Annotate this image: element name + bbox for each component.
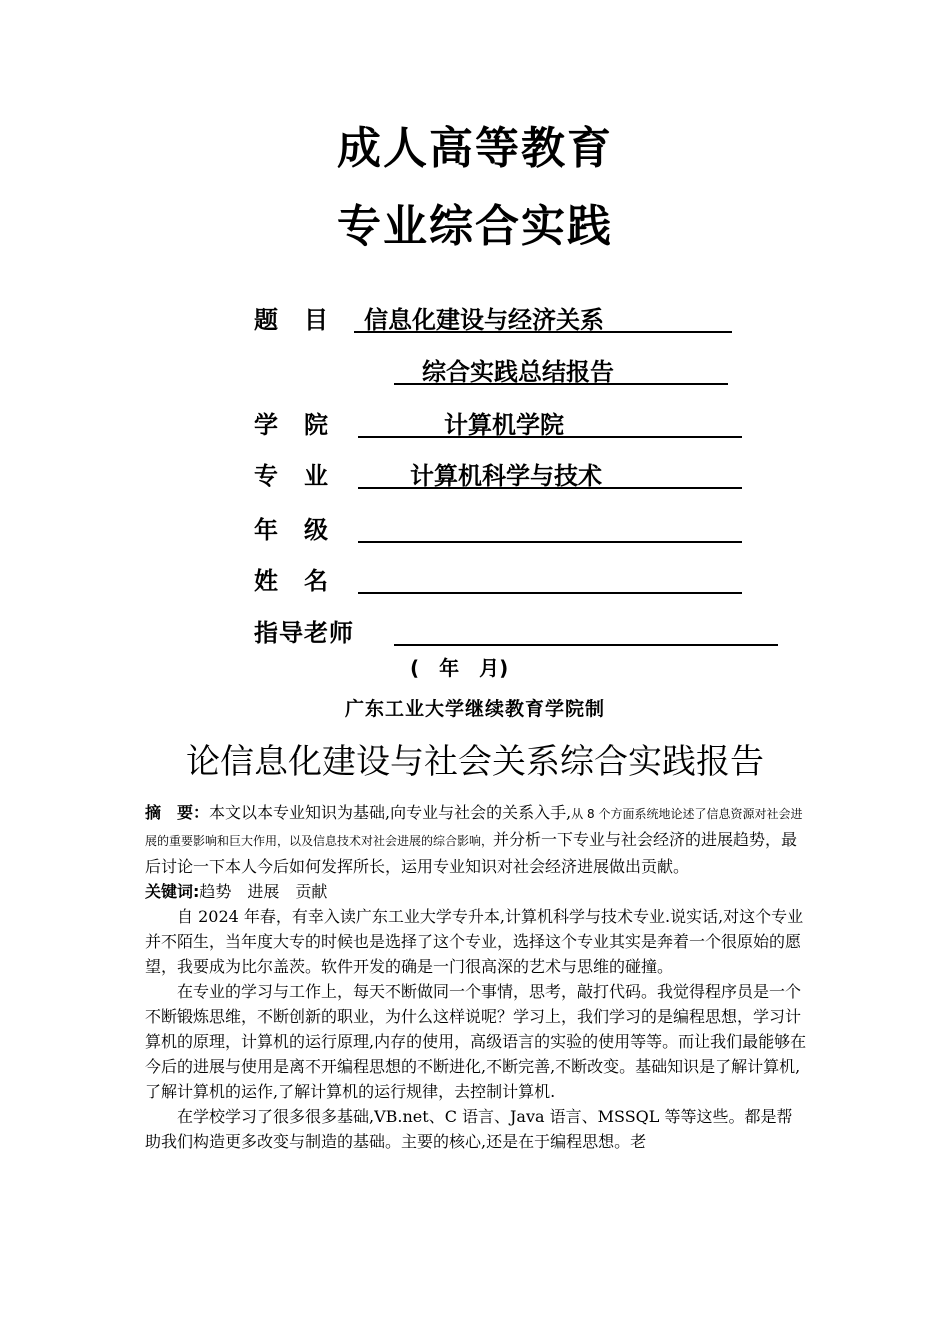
date-line: ( 年 月)	[410, 656, 509, 680]
college-label: 学 院	[254, 411, 329, 439]
grade-underline	[358, 541, 742, 543]
topic-row-2	[254, 352, 734, 392]
major-label: 专 业	[254, 462, 329, 490]
topic-underline-2	[394, 383, 728, 385]
abstract-text-2: 并分析一下专业与社会经济的进展趋势，最后讨论一下本人今后如何发挥所长，运用专业知识对社会经济进展做出贡献。	[145, 830, 798, 876]
college-underline	[358, 436, 742, 438]
major-value: 计算机科学与技术	[410, 462, 602, 490]
cover-title-line1: 成人高等教育	[337, 123, 613, 174]
name-underline	[358, 592, 742, 594]
advisor-row	[254, 613, 784, 653]
name-row	[254, 561, 744, 601]
topic-label: 题 目	[254, 306, 329, 334]
grade-row	[254, 510, 744, 550]
college-row	[254, 405, 744, 445]
issuer: 广东工业大学继续教育学院制	[344, 698, 605, 720]
article-body	[145, 800, 807, 1154]
topic-underline-1	[354, 331, 732, 333]
name-label: 姓 名	[254, 567, 329, 595]
article-heading: 论信息化建设与社会关系综合实践报告	[186, 742, 764, 782]
topic-value-line2: 综合实践总结报告	[422, 358, 614, 386]
advisor-label: 指导老师	[254, 619, 354, 647]
keywords-value: 趋势 进展 贡献	[199, 882, 328, 901]
paragraph: 在学校学习了很多很多基础,VB.net、C 语言、Java 语言、MSSQL 等等这些。都是帮助我们构造更多改变与制造的基础。主要的核心,还是在于编程思想。老	[145, 1107, 793, 1151]
topic-value-line1: 信息化建设与经济关系	[364, 306, 604, 334]
abstract-label: 摘 要：	[145, 803, 210, 822]
cover-title-line2: 专业综合实践	[337, 201, 613, 252]
paragraph: 在专业的学习与工作上，每天不断做同一个事情，思考，敲打代码。我觉得程序员是一个不断锻炼思维，不断创新的职业，为什么这样说呢？学习上，我们学习的是编程思想，学习计算机的原理，计算机的运行原理,内存的使用，高级语言的实验的使用等等。而让我们最能够在今后的进展与使用是离不开编程思想的不断进化,不断完善,不断改变。基础知识是了解计算机,了解计算机的运作,了解计算机的运行规律，去控制计算机.	[145, 982, 807, 1101]
major-row	[254, 456, 744, 496]
abstract-text-small: 从 8 个方面系统地论述了信息资源对社会进展的重要影响和巨大作用，以及信息技术对社会进展的综合影响，	[145, 807, 803, 848]
paragraph: 自 2024 年春，有幸入读广东工业大学专升本,计算机科学与技术专业.说实话,对这个专业并不陌生，当年度大专的时候也是选择了这个专业，选择这个专业其实是奔着一个很原始的愿望，我要成为比尔盖茨。软件开发的确是一门很高深的艺术与思维的碰撞。	[145, 907, 804, 976]
college-value: 计算机学院	[444, 411, 564, 439]
major-underline	[358, 487, 742, 489]
topic-row	[254, 300, 734, 340]
keywords-label: 关键词:	[145, 882, 200, 901]
abstract	[145, 800, 807, 879]
abstract-text-1: 本文以本专业知识为基础,向专业与社会的关系入手,	[209, 803, 572, 822]
advisor-underline	[394, 644, 778, 646]
keywords	[145, 879, 807, 904]
grade-label: 年 级	[254, 516, 329, 544]
